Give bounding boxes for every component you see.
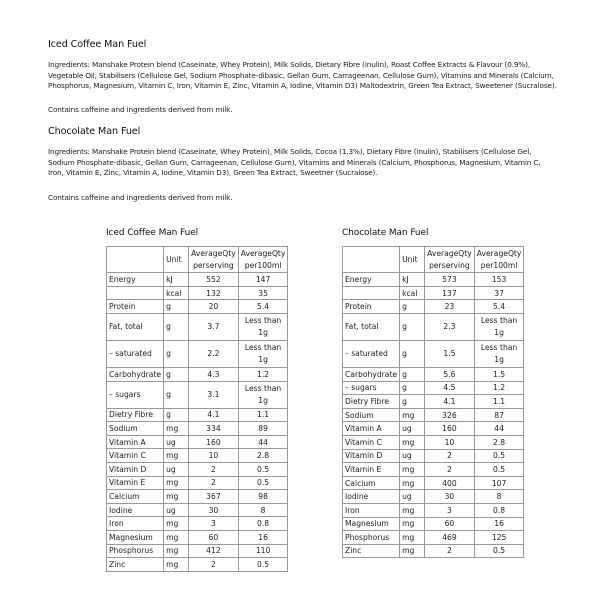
nutrient-unit: g [400,340,425,367]
header-per-100ml-line: 100ml [493,260,518,270]
per-100ml-value: 0.5 [474,463,524,477]
per-100ml-value: 125 [474,531,524,545]
per-100ml-value: 0.5 [474,544,524,558]
nutrient-unit: g [164,381,189,408]
header-per-100ml-line: Qty per [480,249,522,270]
per-serving-value: 30 [189,503,239,517]
nutrient-unit: mg [400,531,425,545]
per-100ml-value [474,340,524,367]
table-row [107,544,288,558]
per-serving-value: 2.2 [189,340,239,367]
table-row [343,463,524,477]
nutrient-name [107,286,164,300]
per-100ml-value [474,313,524,340]
table-row [107,503,288,517]
per-serving-value: 160 [425,422,475,436]
nutrient-name: Iodine [107,503,164,517]
header-per-100ml-line: Qty per [244,249,286,270]
per-serving-value: 2 [425,449,475,463]
nutrient-unit: ug [400,490,425,504]
table-row [107,367,288,381]
per-serving-value: 30 [425,490,475,504]
nutrient-name: Iodine [343,490,400,504]
nutrient-name: Iron [107,517,164,531]
nutrient-unit: mg [164,530,189,544]
header-nutrient [343,247,400,273]
per-100ml-value-line: 1g [494,354,504,364]
per-100ml-value: 1.1 [238,408,288,422]
table-row [107,558,288,572]
per-100ml-value: 1.5 [474,367,524,381]
table-row [343,531,524,545]
per-serving-value: 2 [189,476,239,490]
nutrient-unit: mg [400,517,425,531]
nutrient-name: Iron [343,503,400,517]
per-100ml-value: 107 [474,476,524,490]
header-unit: Unit [400,247,425,273]
per-serving-value: 3.7 [189,313,239,340]
per-100ml-value: 0.8 [474,503,524,517]
per-100ml-value: 0.5 [238,558,288,572]
table-row [107,462,288,476]
per-serving-value: 5.6 [425,367,475,381]
per-serving-value: 60 [189,530,239,544]
nutrient-unit: ug [164,435,189,449]
iced-coffee-ingredients-section [48,39,558,114]
per-100ml-value: 0.5 [238,476,288,490]
table-row [343,517,524,531]
chocolate-nutrition-panel [342,228,524,558]
per-100ml-value-line: 1g [258,327,268,337]
per-100ml-value: 37 [474,286,524,300]
per-serving-value: 10 [425,435,475,449]
table-row [107,422,288,436]
nutrient-name: Dietry Fibre [107,408,164,422]
nutrient-unit: kJ [400,273,425,287]
nutrient-unit: g [400,381,425,395]
table-row [343,367,524,381]
nutrient-unit: ug [400,422,425,436]
nutrient-unit: mg [400,408,425,422]
table-row [343,422,524,436]
nutrient-unit: g [164,367,189,381]
per-serving-value: 412 [189,544,239,558]
per-serving-value: 469 [425,531,475,545]
per-100ml-value: 35 [238,286,288,300]
ingredients-text: Ingredients: Manshake Protein blend (Caseinate, Whey Protein), Milk Solids, Dietary Fibre (inulin), Roast Coffee Extracts & Flavour (0.9%), Vegetable Oil, Stabilisers (Cellulose Gel, Sodium Phosphate-dibasic, Gellan Gum, Carrageenan, Cellulose Gum), Vitamins and Minerals (Calcium, Phosphorus, Magnesium, Vitamin C, Iron, Vitamin E, Zinc, Vitamin A, Iodine, Vitamin D3) Maltodextrin, Green Tea Extract, Sweetener (Sucralose). [48,60,557,91]
nutrient-name: Magnesium [107,530,164,544]
table-row [343,313,524,340]
per-100ml-value-line: Less than [480,316,518,326]
per-serving-value: 137 [425,286,475,300]
nutrient-unit: kJ [164,273,189,287]
nutrient-name [343,286,400,300]
header-per-serving-line: Qty per [429,249,472,270]
nutrient-unit: mg [164,544,189,558]
per-100ml-value: 98 [238,490,288,504]
nutrient-name: Phosphorus [107,544,164,558]
per-serving-value: 2.3 [425,313,475,340]
per-serving-value: 334 [189,422,239,436]
nutrient-name: Carbohydrate [107,367,164,381]
table-row [107,286,288,300]
per-100ml-value: 16 [474,517,524,531]
nutrition-table [106,246,288,572]
header-per-serving [189,247,239,273]
per-serving-value: 2 [425,544,475,558]
table-row [343,300,524,314]
per-100ml-value: 89 [238,422,288,436]
nutrient-name: Calcium [107,490,164,504]
per-serving-value: 326 [425,408,475,422]
table-row [107,435,288,449]
nutrient-name: Vitamin E [343,463,400,477]
per-serving-value: 10 [189,449,239,463]
per-100ml-value: 8 [474,490,524,504]
nutrient-unit: ug [164,503,189,517]
table-row [343,381,524,395]
per-serving-value: 160 [189,435,239,449]
per-100ml-value [238,313,288,340]
per-100ml-value: 87 [474,408,524,422]
nutrient-unit: mg [164,517,189,531]
nutrient-name: – sugars [107,381,164,408]
header-per-100ml-line: 100ml [257,260,282,270]
table-header-row [343,247,524,273]
table-row [343,286,524,300]
per-serving-value: 20 [189,300,239,314]
per-100ml-value-line: Less than [244,316,282,326]
header-per-100ml-line: Average [240,249,272,258]
per-100ml-value: 44 [474,422,524,436]
per-100ml-value-line: 1g [258,395,268,405]
per-serving-value: 132 [189,286,239,300]
per-serving-value: 367 [189,490,239,504]
per-100ml-value: 0.5 [474,449,524,463]
per-100ml-value: 0.5 [238,462,288,476]
nutrient-unit: g [164,313,189,340]
per-serving-value: 4.3 [189,367,239,381]
nutrient-name: Magnesium [343,517,400,531]
per-serving-value: 3.1 [189,381,239,408]
nutrient-unit: ug [164,462,189,476]
table-row [343,340,524,367]
nutrient-unit: g [400,395,425,409]
per-serving-value: 2 [189,462,239,476]
per-serving-value: 400 [425,476,475,490]
allergen-statement: Contains caffeine and ingredients derived from milk. [48,105,233,114]
nutrient-unit: mg [164,490,189,504]
per-serving-value: 60 [425,517,475,531]
table-row [107,408,288,422]
nutrient-unit: g [400,367,425,381]
nutrient-name: Fat, total [107,313,164,340]
per-100ml-value-line: 1g [258,354,268,364]
per-100ml-value: 5.4 [238,300,288,314]
per-serving-value: 2 [189,558,239,572]
nutrient-name: – saturated [343,340,400,367]
nutrient-name: Carbohydrate [343,367,400,381]
nutrient-name: Energy [343,273,400,287]
table-row [343,449,524,463]
per-100ml-value: 153 [474,273,524,287]
table-row [107,449,288,463]
nutrient-name: Fat, total [343,313,400,340]
table-row [107,300,288,314]
nutrient-unit: ug [400,449,425,463]
nutrient-unit: mg [400,476,425,490]
per-serving-value: 4.1 [425,395,475,409]
nutrient-unit: mg [400,463,425,477]
nutrient-unit: g [164,340,189,367]
table-row [107,517,288,531]
per-100ml-value: 5.4 [474,300,524,314]
table-row [343,408,524,422]
nutrient-name: Zinc [107,558,164,572]
header-per-serving-line: serving [441,260,470,270]
per-100ml-value: 2.8 [238,449,288,463]
nutrient-name: Dietry Fibre [343,395,400,409]
table-row [107,381,288,408]
nutrient-unit: g [164,408,189,422]
header-per-serving-line: Qty per [193,249,236,270]
table-row [107,476,288,490]
nutrient-unit: mg [164,476,189,490]
nutrient-name: Zinc [343,544,400,558]
nutrient-unit: mg [164,449,189,463]
nutrient-unit: kcal [164,286,189,300]
table-row [107,530,288,544]
table-row [107,273,288,287]
nutrient-name: Vitamin A [107,435,164,449]
nutrient-unit: mg [400,544,425,558]
nutrient-unit: g [400,313,425,340]
nutrient-name: – saturated [107,340,164,367]
per-100ml-value-line: Less than [480,343,518,353]
header-per-serving-line: serving [205,260,234,270]
nutrient-name: Sodium [343,408,400,422]
per-serving-value: 552 [189,273,239,287]
section-title: Chocolate Man Fuel [48,126,141,137]
iced-coffee-nutrition-panel [106,228,288,572]
nutrient-unit: mg [400,435,425,449]
per-serving-value: 573 [425,273,475,287]
header-per-serving [425,247,475,273]
table-row [343,395,524,409]
allergen-statement: Contains caffeine and ingredients derived from milk. [48,193,233,202]
per-100ml-value: 1.2 [238,367,288,381]
nutrient-name: Protein [343,300,400,314]
per-serving-value: 3 [425,503,475,517]
per-serving-value: 3 [189,517,239,531]
per-100ml-value: 1.1 [474,395,524,409]
table-title: Chocolate Man Fuel [342,228,429,238]
per-100ml-value: 16 [238,530,288,544]
per-100ml-value-line: Less than [244,343,282,353]
per-100ml-value: 2.8 [474,435,524,449]
per-100ml-value: 44 [238,435,288,449]
per-serving-value: 1.5 [425,340,475,367]
per-serving-value: 4.1 [189,408,239,422]
header-per-serving-line: Average [427,249,459,258]
nutrient-unit: mg [164,422,189,436]
chocolate-ingredients-section [48,126,558,202]
header-unit: Unit [164,247,189,273]
per-100ml-value: 8 [238,503,288,517]
nutrient-name: Phosphorus [343,531,400,545]
nutrient-name: Vitamin E [107,476,164,490]
table-row [107,490,288,504]
section-title: Iced Coffee Man Fuel [48,39,147,50]
per-100ml-value [238,340,288,367]
nutrient-name: – sugars [343,381,400,395]
ingredients-text: Ingredients: Manshake Protein blend (Caseinate, Whey Protein), Milk Solids, Cocoa (1.3%), Dietary Fibre (inulin), Stabilisers (Cellulose Gel, Sodium Phosphate-dibasic, Gellan Gum, Carrageenan, Cellulose Gum), Vitamins and Minerals (Calcium, Phosphorus, Magnesium, Vitamin C, Iron, Vitamin E, Zinc, Vitamin A, Iodine, Vitamin D3), Green Tea Extract, Sweetner (Sucralose). [48,147,541,178]
table-title: Iced Coffee Man Fuel [106,228,199,238]
nutrient-name: Energy [107,273,164,287]
nutrient-name: Vitamin C [343,435,400,449]
header-nutrient [107,247,164,273]
nutrient-name: Sodium [107,422,164,436]
nutrient-unit: kcal [400,286,425,300]
nutrient-name: Vitamin D [343,449,400,463]
per-100ml-value [238,381,288,408]
per-100ml-value-line: Less than [244,383,282,393]
table-row [107,340,288,367]
per-100ml-value-line: 1g [494,327,504,337]
nutrition-table [342,246,524,558]
table-row [343,503,524,517]
per-serving-value: 23 [425,300,475,314]
nutrient-name: Vitamin C [107,449,164,463]
per-serving-value: 4.5 [425,381,475,395]
per-100ml-value: 0.8 [238,517,288,531]
table-row [343,476,524,490]
nutrient-unit: g [164,300,189,314]
nutrient-name: Calcium [343,476,400,490]
header-per-100ml-line: Average [476,249,508,258]
per-serving-value: 2 [425,463,475,477]
nutrient-name: Protein [107,300,164,314]
nutrient-unit: mg [164,558,189,572]
per-100ml-value: 1.2 [474,381,524,395]
nutrient-name: Vitamin D [107,462,164,476]
per-100ml-value: 110 [238,544,288,558]
nutrient-name: Vitamin A [343,422,400,436]
nutrient-unit: mg [400,503,425,517]
header-per-100ml [238,247,288,273]
header-per-serving-line: Average [191,249,223,258]
table-row [343,544,524,558]
table-row [343,435,524,449]
nutrient-unit: g [400,300,425,314]
table-row [343,273,524,287]
table-row [107,313,288,340]
per-100ml-value: 147 [238,273,288,287]
table-row [343,490,524,504]
header-per-100ml [474,247,524,273]
table-header-row [107,247,288,273]
